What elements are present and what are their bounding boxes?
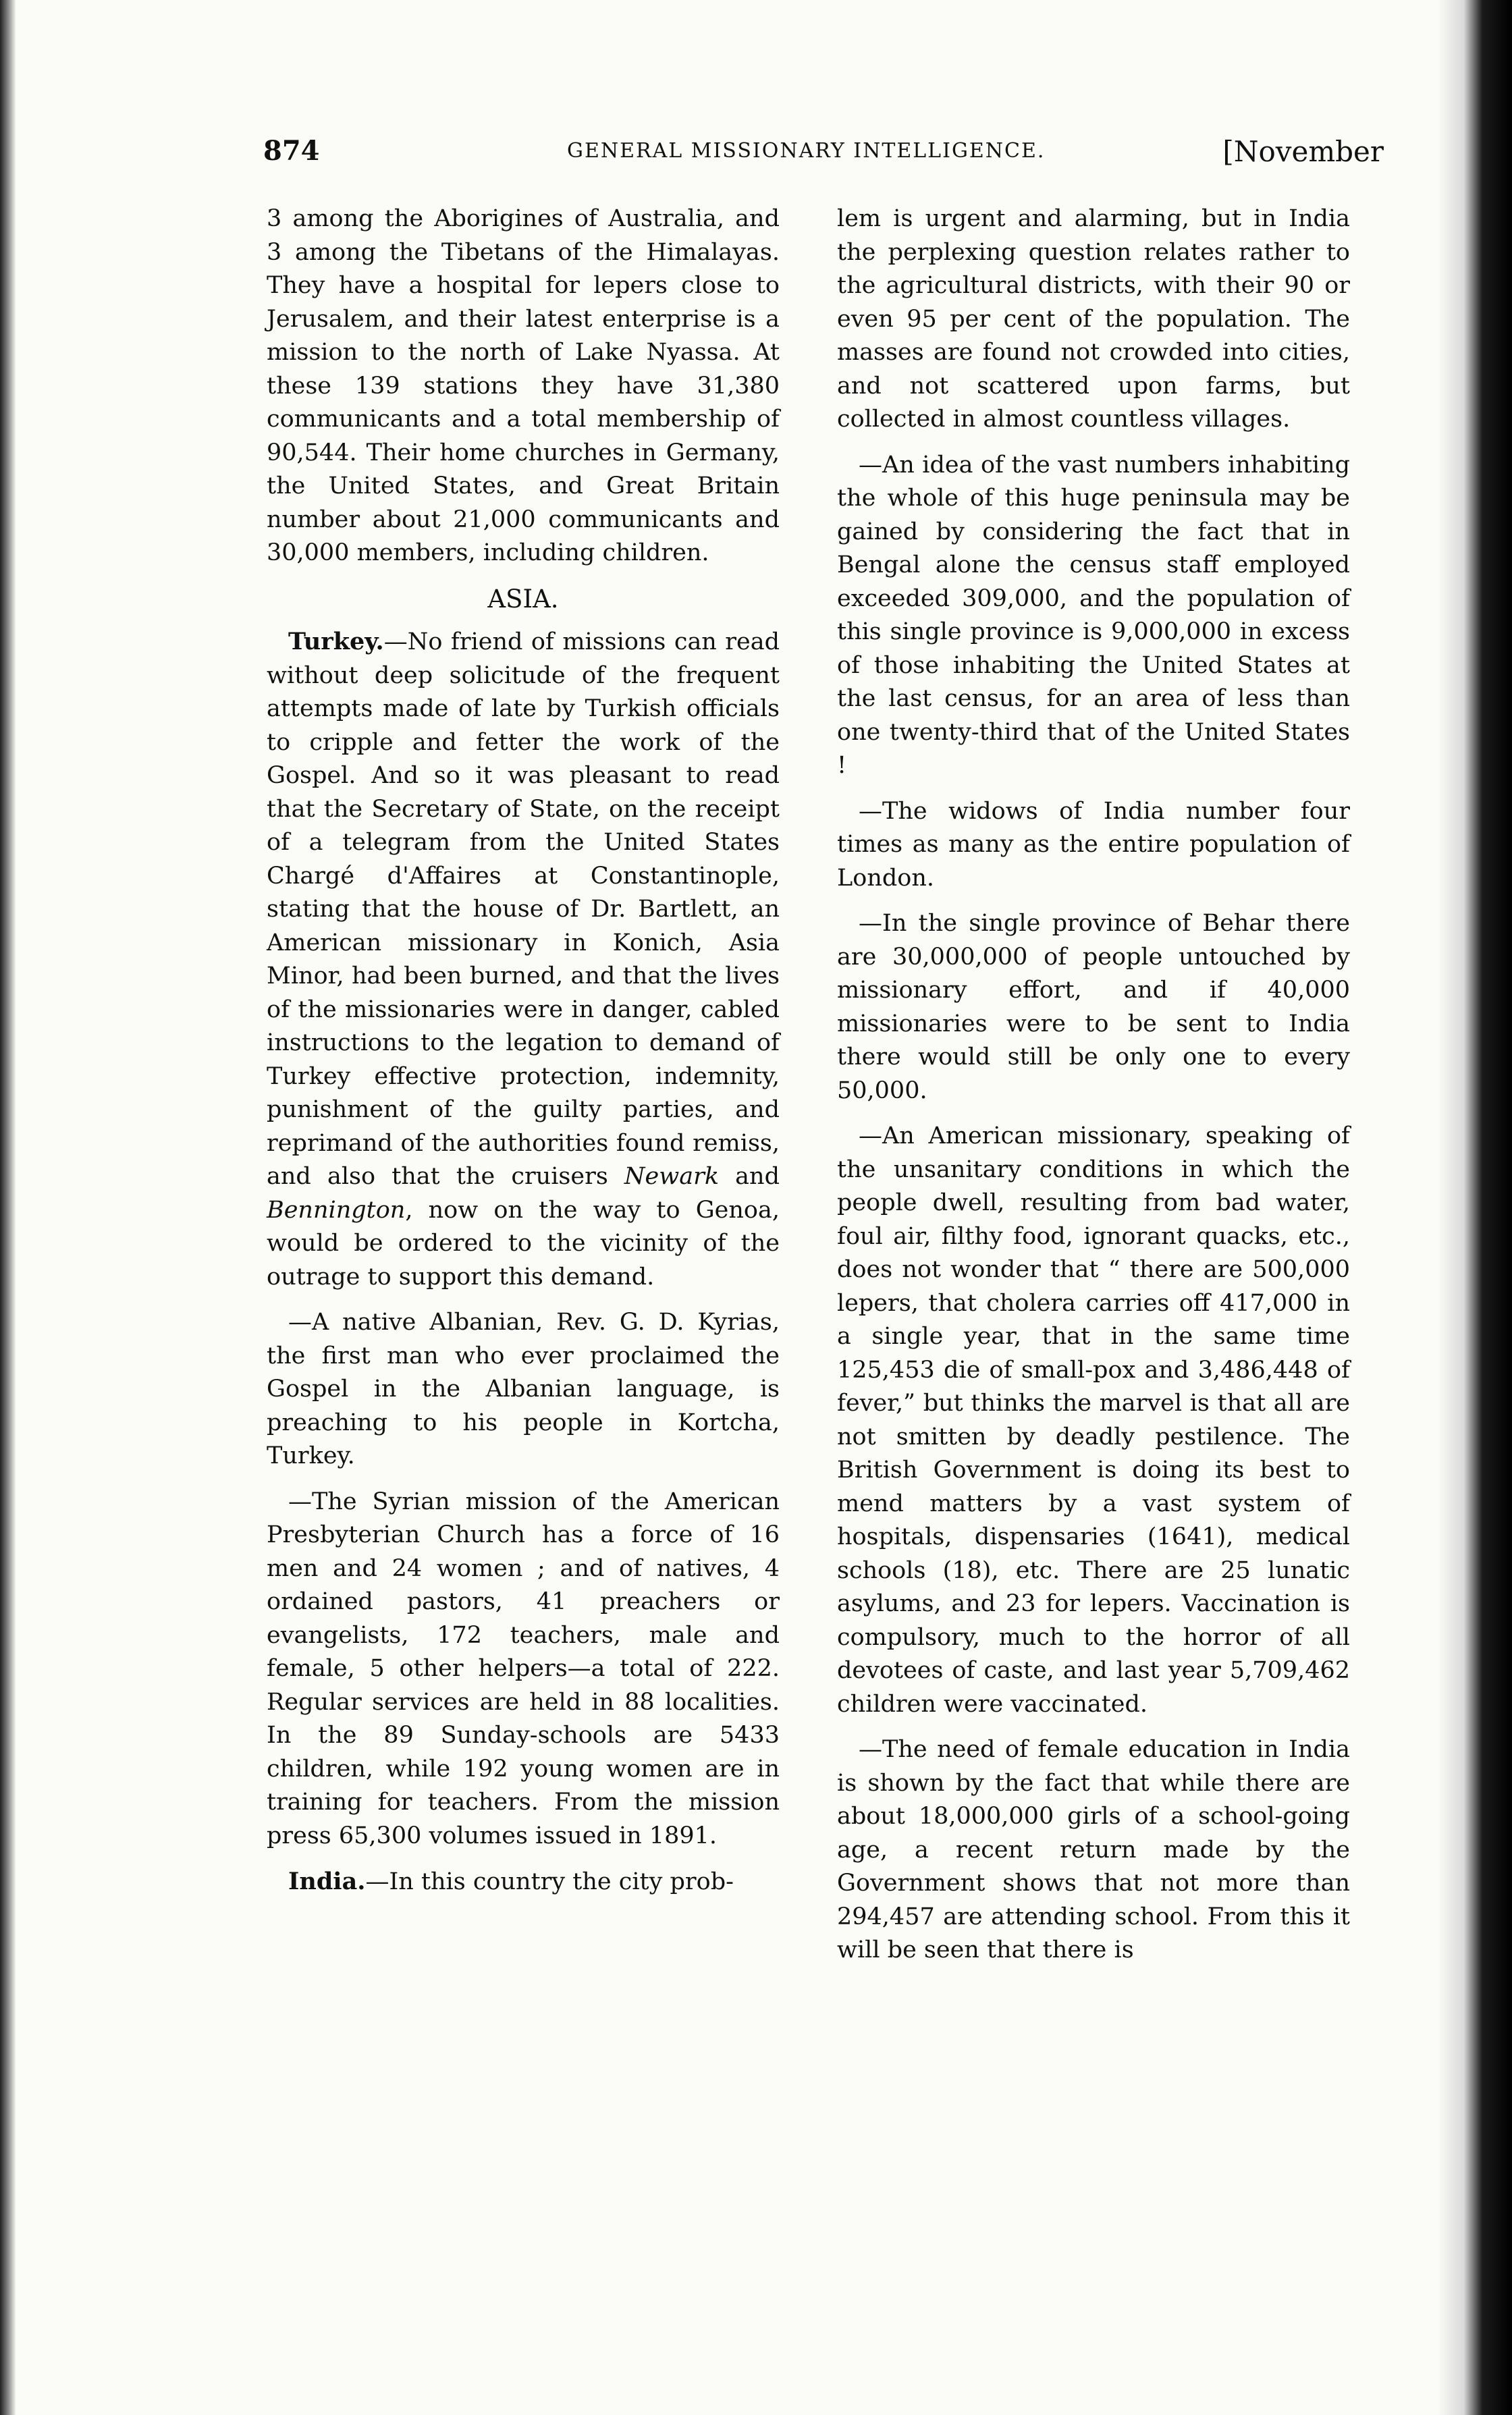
paragraph-india	[267, 1865, 780, 1899]
paragraph: —The Syrian mission of the American Presbyterian Church has a force of 16 men and 24 women ; and of natives, 4 ordained pastors, 41 preachers or evangelists, 172 teachers, male and female, 5 other helpers—a total of 222. Regular services are held in 88 localities. In the 89 Sunday-schools are 5433 children, while 192 young women are in training for teachers. From the mission press 65,300 volumes issued in 1891.	[267, 1488, 780, 1849]
ship-name-newark: Newark	[624, 1163, 720, 1190]
section-heading-asia: ASIA.	[487, 584, 559, 614]
running-title: GENERAL MISSIONARY INTELLIGENCE.	[567, 139, 1046, 163]
paragraph: 3 among the Aborigines of Australia, and 3 among the Tibetans of the Himalayas. They have a hospital for lepers close to Jerusalem, and their latest enterprise is a mission to the north of Lake Nyassa. At these 139 stations they have 31,380 communicants and a total membership of 90,544. Their home churches in Germany, the United States, and Great Britain number about 21,000 communicants and 30,000 members, including children.	[267, 205, 780, 566]
page-left-edge-shadow	[0, 0, 16, 2415]
paragraph: lem is urgent and alarming, but in India the perplexing question relates rather to the agricultural districts, with their 90 or even 95 per cent of the population. The masses are found not crowded into cities, and not scattered upon farms, but collected in almost countless villages.	[837, 205, 1350, 433]
right-column	[837, 202, 1350, 1980]
paragraph-text: —No friend of missions can read without deep solicitude of the frequent attempts made of late by Turkish officials to cripple and fetter the work of the Gospel. And so it was pleasant to read that the Secretary of State, on the receipt of a telegram from the United States Chargé d'Affaires at Constantinople, stating that the house of Dr. Bartlett, an American missionary in Konich, Asia Minor, had been burned, and that the lives of the missionaries were in danger, cabled instructions to the legation to demand of Turkey effective protection, indemnity, punishment of the guilty parties, and reprimand of the authorities found remiss, and also that the cruisers	[267, 628, 780, 1190]
paragraph: —An idea of the vast numbers inhabiting the whole of this huge peninsula may be gained by considering the fact that in Bengal alone the census staff employed exceeded 309,000, and the population of this single province is 9,000,000 in excess of those inhabiting the United States at the last census, for an area of less than one twenty-third that of the United States !	[837, 451, 1350, 779]
ship-name-bennington: Bennington	[267, 1196, 406, 1224]
paragraph: —In the single province of Behar there are 30,000,000 of people untouched by missionary effort, and if 40,000 missionaries were to be sent to India there would still be only one to every 50,000.	[837, 910, 1350, 1104]
paragraph: —A native Albanian, Rev. G. D. Kyrias, the first man who ever proclaimed the Gospel in the Albanian language, is preaching to his people in Kortcha, Turkey.	[267, 1309, 780, 1469]
header-month: [November	[1222, 135, 1384, 168]
paragraph-text: —In this country the city prob-	[365, 1868, 734, 1895]
paragraph-turkey	[267, 625, 780, 1294]
page-number: 874	[263, 135, 320, 167]
paragraph: —The need of female education in India is shown by the fact that while there are about 18,000,000 girls of a school-going age, a recent return made by the Government shows that not more than 294,457 are attending school. From this it will be seen that there is	[837, 1736, 1350, 1963]
paragraph: —An American missionary, speaking of the unsanitary conditions in which the people dwell, resulting from bad water, foul air, filthy food, ignorant quacks, etc., does not wonder that “ there are 500,000 lepers, that cholera carries off 417,000 in a single year, that in the same time 125,453 die of small-pox and 3,486,448 of fever,” but thinks the marvel is that all are not smitten by deadly pestilence. The British Government is doing its best to mend matters by a vast system of hospitals, dispensaries (1641), medical schools (18), etc. There are 25 lunatic asylums, and 23 for lepers. Vaccination is compulsory, much to the horror of all devotees of caste, and last year 5,709,462 children were vaccinated.	[837, 1122, 1350, 1718]
page-right-edge-shadow	[1438, 0, 1512, 2415]
run-in-heading-turkey: Turkey.	[288, 628, 384, 655]
paragraph: —The widows of India number four times as many as the entire population of London.	[837, 797, 1350, 892]
page-header	[263, 135, 1384, 182]
paragraph-text: and	[719, 1163, 780, 1190]
run-in-heading-india: India.	[288, 1868, 366, 1895]
paragraph-text: , now on the way to Genoa, would be ordered to the vicinity of the outrage to support this demand.	[267, 1196, 780, 1291]
left-column	[267, 202, 780, 1911]
